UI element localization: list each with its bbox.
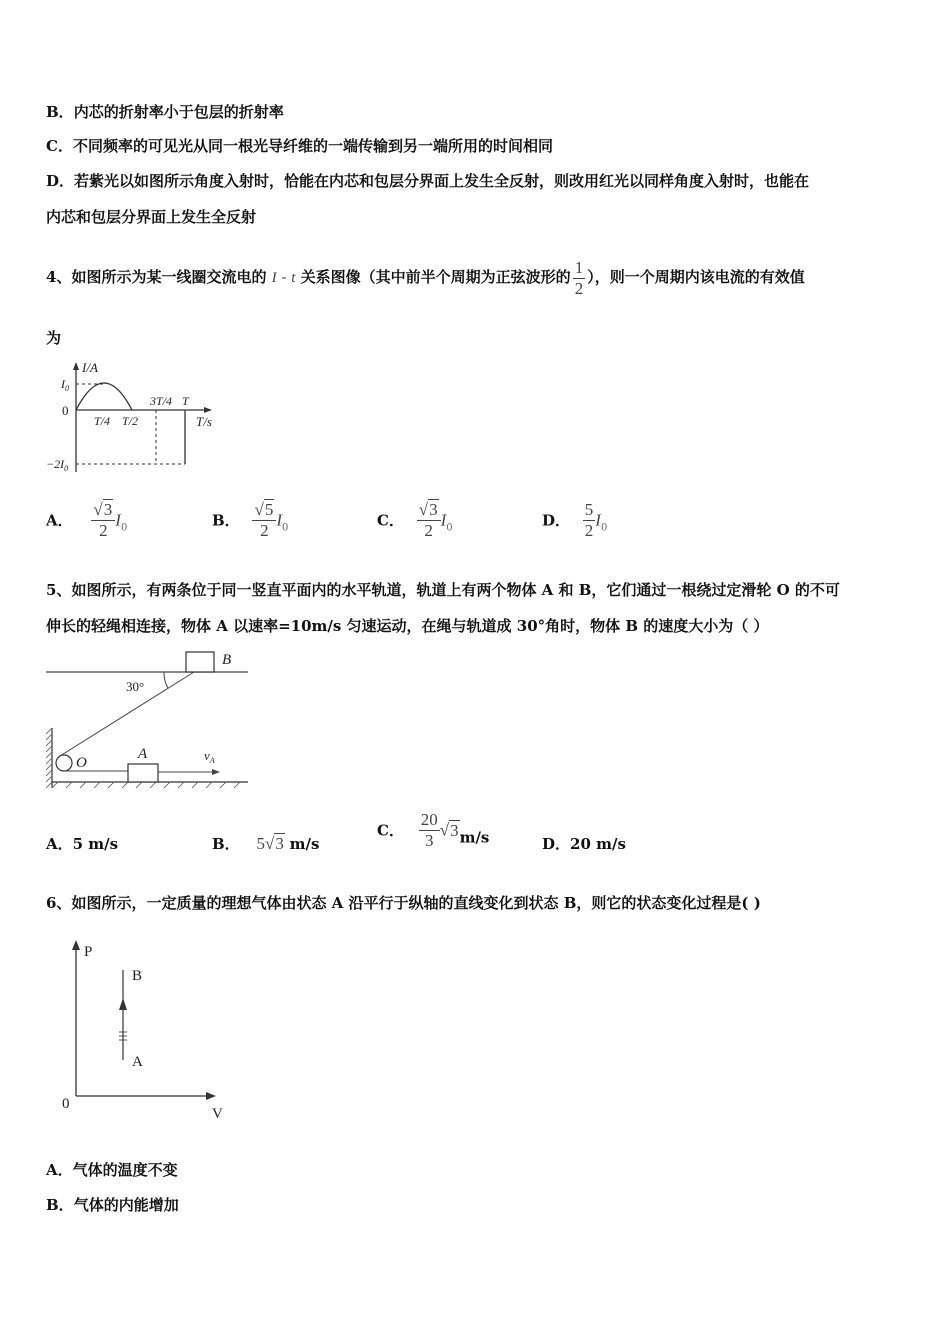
q5-option-a	[46, 834, 118, 854]
q5-text-line1: 如图所示，有两条位于同一竖直平面内的水平轨道，轨道上有两个物体 A 和 B，它们通过一根绕过定滑轮 O 的不可	[71, 581, 840, 599]
q5-option-c-den: 3	[419, 830, 440, 851]
q4-neg-2i0-label	[46, 457, 68, 473]
q5-angle-label: 30°	[126, 679, 145, 694]
q4-frac-num: 1	[574, 257, 584, 277]
q4-x-axis-label: T/s	[196, 414, 212, 429]
q4-option-c	[377, 500, 453, 541]
q3-option-b-label: B．	[46, 103, 74, 121]
q6-state-b-label: B	[132, 968, 143, 984]
q5-option-d-label: D．	[542, 835, 571, 853]
q4-dash: -	[276, 268, 292, 286]
q4-option-a-var: I	[115, 510, 121, 530]
q5-option-b-label: B．	[212, 835, 240, 853]
q4-text-after: ），则一个周期内该电流的有效值	[587, 268, 805, 286]
q4-option-a-sqrt: √3	[93, 500, 113, 519]
q4-text-line2: 为	[46, 329, 62, 347]
q5-text-line2: 伸长的轻绳相连接，物体 A 以速率=10m/s 匀速运动，在绳与轨道成 30°角时，物体 B 的速度大小为（ ）	[46, 617, 769, 635]
q4-tick-t: T	[182, 394, 189, 408]
q4-option-a	[46, 500, 127, 541]
q4-frac-den: 2	[574, 278, 584, 298]
q5-option-c-frac	[419, 810, 440, 851]
q5-option-b	[212, 834, 319, 854]
q3-option-d-text-line2: 内芯和包层分界面上发生全反射	[46, 208, 257, 226]
q5-stem-line1	[46, 580, 840, 600]
q5-floor-hatch	[52, 782, 240, 788]
q3-option-b-text: 内芯的折射率小于包层的折射率	[73, 103, 284, 121]
q4-option-b-var: I	[276, 510, 282, 530]
q4-option-d	[542, 500, 607, 541]
q6-v-label: V	[212, 1106, 223, 1122]
q4-option-c-label: C．	[377, 511, 404, 530]
q5-block-a	[128, 764, 158, 782]
q4-y-axis-label: I/A	[82, 360, 98, 375]
q4-text-mid: 关系图像（其中前半个周期为正弦波形的	[295, 268, 571, 286]
q3-option-d-label: D．	[46, 172, 75, 190]
q5-option-a-label: A．	[46, 835, 73, 853]
q5-block-b-label: B	[222, 652, 232, 668]
q4-y-axis-arrow	[73, 362, 79, 370]
q4-option-d-den: 2	[584, 521, 594, 540]
q4-option-b-sub: 0	[281, 522, 289, 534]
q4-option-c-sqrt: √3	[418, 500, 438, 519]
q4-option-b-num: 5	[264, 500, 274, 519]
q4-option-b-label: B．	[212, 511, 240, 530]
q4-option-d-frac	[583, 500, 596, 541]
q6-p-axis-arrow	[72, 940, 80, 950]
q3-option-c-text: 不同频率的可见光从同一根光导纤维的一端传输到另一端所用的时间相同	[72, 137, 553, 155]
q4-option-a-sub: 0	[120, 522, 128, 534]
q4-tick-3t4: 3T/4	[150, 394, 173, 408]
q4-option-b	[212, 500, 288, 541]
q4-var-t: t	[291, 270, 296, 286]
q4-x-axis-arrow	[204, 407, 212, 413]
q4-text-before: 如图所示为某一线圈交流电的	[71, 268, 272, 286]
q5-option-b-unit: m/s	[289, 835, 320, 853]
q6-pv-diagram	[56, 936, 236, 1124]
q6-state-a-label: A	[132, 1054, 143, 1070]
q6-option-a	[46, 1160, 178, 1180]
q4-stem	[46, 257, 805, 299]
q5-option-b-sqrt: √3	[264, 834, 284, 853]
q5-velocity-arrowhead	[212, 769, 220, 775]
q3-option-b	[46, 102, 284, 122]
q4-option-b-frac	[252, 500, 276, 541]
q4-tick-t4: T/4	[94, 414, 111, 428]
q6-p-label: P	[84, 944, 93, 960]
q6-origin-label: 0	[62, 1096, 70, 1112]
q6-text: 如图所示，一定质量的理想气体由状态 A 沿平行于纵轴的直线变化到状态 B，则它的状态变化过程是( )	[71, 894, 761, 912]
q5-block-a-label: A	[138, 746, 148, 762]
q5-option-a-text: 5 m/s	[72, 835, 119, 853]
q5-option-b-rad: 3	[275, 834, 284, 853]
q5-wall-hatch	[46, 728, 52, 788]
q4-var-i: I	[271, 270, 277, 286]
q5-option-d	[542, 834, 626, 854]
q6-option-b-label: B．	[46, 1196, 74, 1214]
q5-velocity-sub: A	[209, 756, 215, 765]
q5-option-c-label: C．	[377, 821, 404, 840]
q4-i0-sub: 0	[65, 384, 69, 393]
q4-option-a-frac	[91, 500, 115, 541]
q3-option-c	[46, 136, 553, 156]
q4-option-c-sub: 0	[446, 522, 453, 534]
q4-option-b-sqrt: √5	[254, 500, 274, 519]
q5-option-c-unit: m/s	[459, 828, 490, 847]
q3-option-d-text-line1: 若紫光以如图所示角度入射时，恰能在内芯和包层分界面上发生全反射，则改用红光以同样角度入射时，也能在	[74, 172, 810, 190]
q5-pulley-label: O	[76, 755, 87, 771]
q4-option-c-num: 3	[429, 500, 438, 519]
q4-option-b-den: 2	[252, 520, 276, 541]
q5-pulley	[56, 755, 72, 771]
q6-option-a-label: A．	[46, 1161, 73, 1179]
q4-option-d-sub: 0	[600, 522, 608, 534]
q3-option-c-label: C．	[46, 137, 73, 155]
q4-option-d-var: I	[595, 510, 601, 530]
q4-sine-half-wave	[76, 383, 132, 410]
q6-v-axis-arrow	[206, 1092, 216, 1100]
q4-option-c-var: I	[440, 510, 447, 530]
q4-option-d-num: 5	[584, 500, 594, 519]
q4-i0-label	[60, 377, 69, 393]
q4-neg-2i0-text: −2I	[46, 457, 65, 471]
q4-number: 4、	[46, 268, 72, 286]
q6-option-b-text: 气体的内能增加	[73, 1196, 179, 1214]
q6-stem	[46, 893, 761, 913]
q5-number: 5、	[46, 581, 72, 599]
q4-fraction	[573, 258, 586, 299]
q5-angle-arc	[164, 672, 168, 688]
q5-option-c-num: 20	[420, 810, 438, 829]
q5-block-b	[186, 652, 214, 672]
q3-option-d	[46, 171, 809, 191]
q5-option-c-sqrt: √3	[439, 820, 459, 840]
q4-option-a-den: 2	[91, 520, 115, 541]
q4-option-a-label: A．	[46, 511, 73, 530]
q6-option-a-text: 气体的温度不变	[72, 1161, 178, 1179]
q4-tick-t2: T/2	[122, 414, 139, 428]
q4-neg-2i0-sub: 0	[64, 464, 69, 473]
q4-origin-label: 0	[62, 403, 69, 418]
q4-i0-letter: I	[61, 377, 65, 391]
q4-option-c-frac	[417, 500, 441, 541]
q5-velocity-v: v	[204, 748, 210, 763]
q6-option-b	[46, 1195, 179, 1215]
q4-current-graph	[46, 360, 236, 475]
q5-option-c	[377, 810, 489, 851]
q4-option-a-num: 3	[103, 500, 113, 519]
q5-option-c-rad: 3	[450, 820, 459, 840]
q5-option-b-coef: 5	[256, 834, 265, 853]
q5-option-d-text: 20 m/s	[570, 835, 626, 853]
q5-pulley-diagram	[46, 648, 250, 794]
q5-velocity-label	[204, 748, 215, 765]
q4-option-c-den: 2	[417, 520, 441, 541]
q6-process-arrow	[119, 998, 127, 1010]
q4-option-d-label: D．	[542, 511, 571, 530]
q6-number: 6、	[46, 894, 72, 912]
